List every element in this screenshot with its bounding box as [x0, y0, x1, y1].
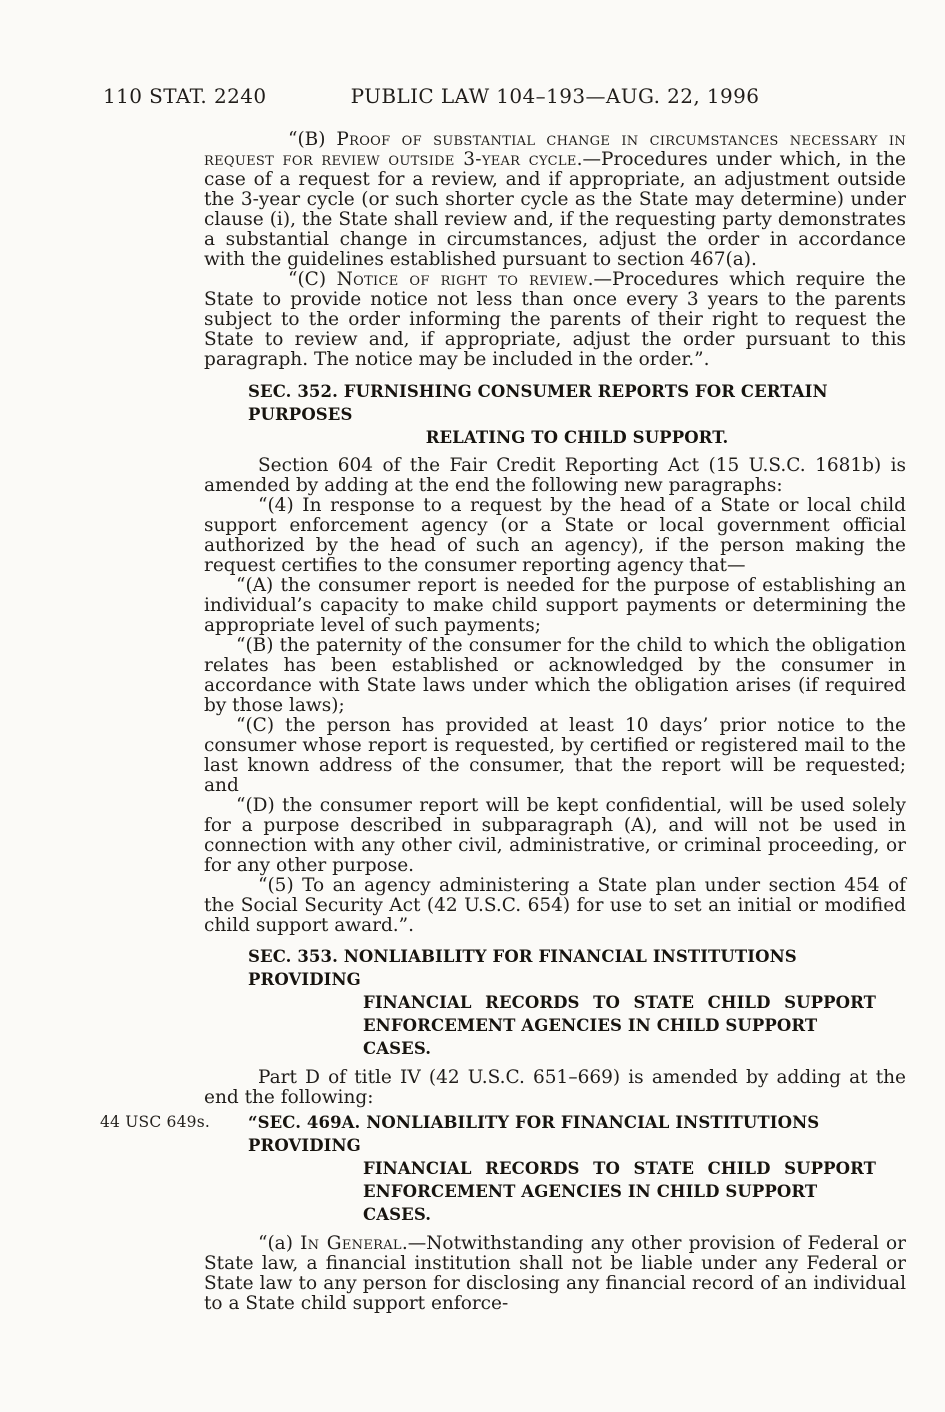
subparagraph-c: “(C) the person has provided at least 10 days’ prior notice to the consumer whose report is requested, by certified or registered mail to the last known address of the consumer, that the report will be requested; and [204, 715, 906, 796]
clause-c-catchline: Notice of right to review [336, 269, 588, 290]
public-law-running-head: PUBLIC LAW 104–193—AUG. 22, 1996 [350, 84, 760, 108]
sec-353-intro-paragraph: Part D of title IV (42 U.S.C. 651–669) is amended by adding at the end the following: [204, 1067, 906, 1108]
us-code-margin-note: 44 USC 649s. [100, 1113, 210, 1131]
clause-c-paragraph [204, 270, 906, 370]
stat-page-number: 110 STAT. 2240 [103, 84, 267, 108]
sec-353-heading-line1: SEC. 353. NONLIABILITY FOR FINANCIAL INSTITUTIONS PROVIDING [248, 947, 797, 989]
sec-469a-heading-line1: “SEC. 469A. NONLIABILITY FOR FINANCIAL INSTITUTIONS PROVIDING [248, 1113, 820, 1155]
sec-352-heading-line2: RELATING TO CHILD SUPPORT. [425, 428, 729, 447]
paragraph-4: “(4) In response to a request by the head of a State or local child support enforcement agency (or a State or local government official authorized by the head of such an agency), if the person making the request certifies to the consumer reporting agency that— [204, 495, 906, 576]
subsection-a-text: .—Notwithstanding any other provision of Federal or State law, a financial institution shall not be liable under any Federal or State law to any person for disclosing any financial record of an individual to a State child support enforce- [204, 1233, 906, 1314]
sec-469a-heading [100, 1111, 876, 1226]
clause-c-text: .—Procedures which require the State to provide notice not less than once every 3 years to the parents subject to the order informing the parents of their right to request the State to review and, if appropriate, adjust the order pursuant to this paragraph. The notice may be included in the order.”. [204, 269, 906, 370]
sec-352-heading [248, 380, 906, 449]
sec-469a-heading-line3: ENFORCEMENT AGENCIES IN CHILD SUPPORT CASES. [363, 1182, 818, 1224]
sec-353-heading [248, 945, 876, 1060]
subparagraph-d: “(D) the consumer report will be kept confidential, will be used solely for a purpose described in subparagraph (A), and will not be used in connection with any other civil, administrative, or criminal proceeding, or for any other purpose. [204, 795, 906, 876]
sec-353-heading-line3: ENFORCEMENT AGENCIES IN CHILD SUPPORT CASES. [363, 1016, 818, 1058]
paragraph-5: “(5) To an agency administering a State plan under section 454 of the Social Security Act (42 U.S.C. 654) for use to set an initial or modified child support award.”. [204, 875, 906, 936]
subparagraph-a: “(A) the consumer report is needed for the purpose of establishing an individual’s capacity to make child support payments or determining the appropriate level of such payments; [204, 575, 906, 636]
subsection-a-catchline: In General [300, 1233, 402, 1254]
sec-352-intro-paragraph: Section 604 of the Fair Credit Reporting Act (15 U.S.C. 1681b) is amended by adding at the end the following new paragraphs: [204, 455, 906, 496]
clause-b-designator: “(B) [288, 129, 337, 150]
subparagraph-b: “(B) the paternity of the consumer for the child to which the obligation relates has been established or acknowledged by the consumer in accordance with State laws under which the obligation arises (if required by those laws); [204, 635, 906, 716]
clause-b-catchline: Proof of substantial change in circumstances necessary in request for review outside 3-year cycle [204, 129, 906, 170]
sec-352-heading-line1: SEC. 352. FURNISHING CONSUMER REPORTS FOR CERTAIN PURPOSES [248, 382, 828, 424]
clause-b-paragraph [204, 130, 906, 270]
subsection-a-paragraph [204, 1234, 906, 1314]
clause-b-text: .—Procedures under which, in the case of a request for a review, and if appropriate, an adjustment outside the 3-year cycle (or such shorter cycle as the State may determine) under clause (i), the State shall review and, if the requesting party demonstrates a substantial change in circumstances, adjust the order in accordance with the guidelines established pursuant to section 467(a). [204, 149, 906, 270]
text-column [100, 129, 906, 1314]
sec-469a-heading-line2: FINANCIAL RECORDS TO STATE CHILD SUPPORT [363, 1159, 876, 1178]
clause-c-designator: “(C) [288, 269, 337, 290]
sec-353-heading-line2: FINANCIAL RECORDS TO STATE CHILD SUPPORT [363, 993, 876, 1012]
subsection-a-designator: “(a) [258, 1233, 301, 1254]
